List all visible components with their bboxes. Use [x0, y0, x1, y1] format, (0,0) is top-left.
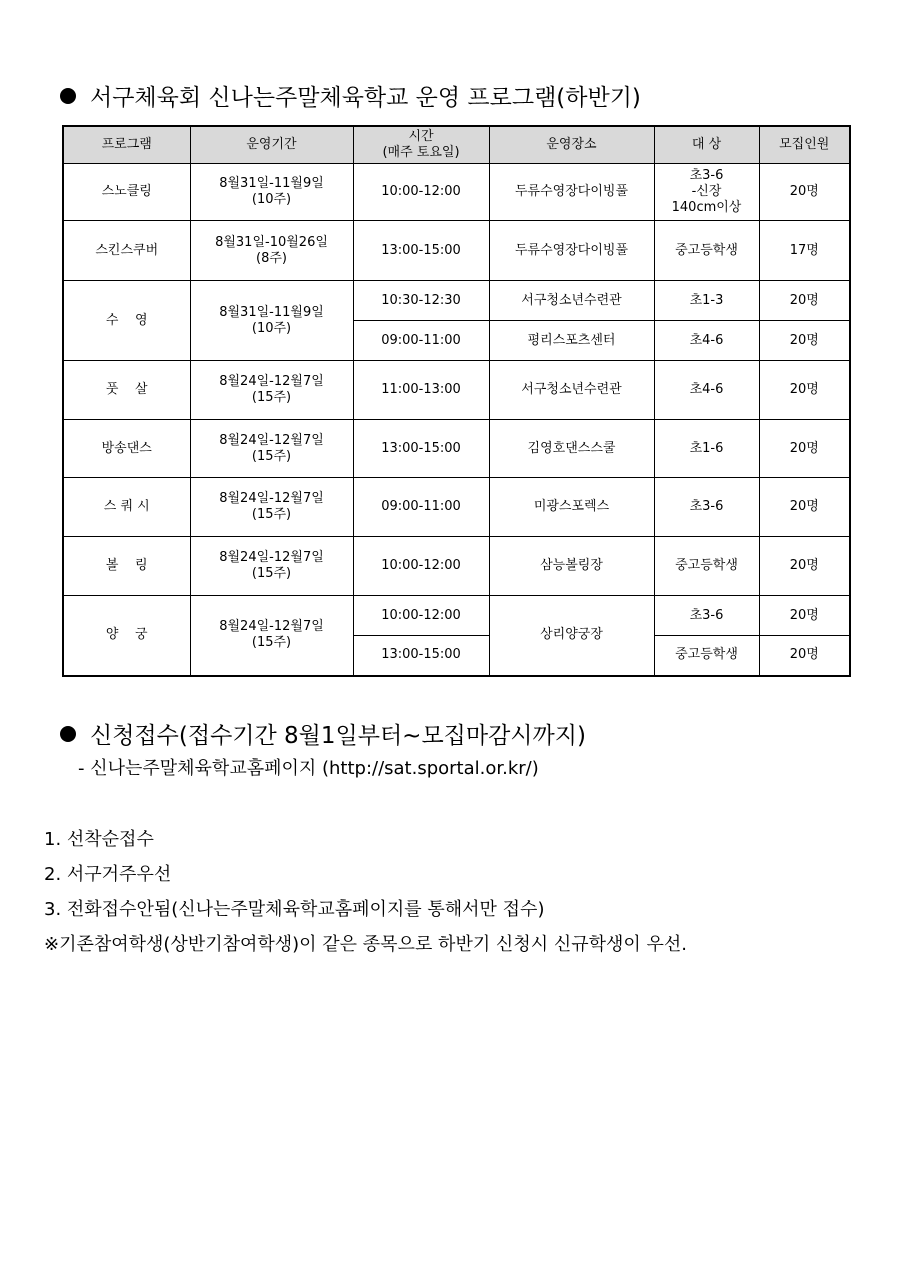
period-dates: 8월31일-11월9일 — [219, 304, 324, 320]
table-row-squash — [63, 478, 850, 537]
period-dates: 8월24일-12월7일 — [219, 432, 324, 448]
cell-capacity: 20명 — [759, 281, 850, 321]
table-row-scuba — [63, 221, 850, 281]
period-weeks: (10주) — [251, 320, 292, 336]
page-title-text: 서구체육회 신나는주말체육학교 운영 프로그램(하반기) — [90, 85, 641, 111]
cell-time: 10:00-12:00 — [353, 164, 489, 221]
cell-program: 스노클링 — [63, 164, 190, 221]
cell-capacity: 17명 — [759, 221, 850, 281]
cell-capacity: 20명 — [759, 537, 850, 596]
cell-program: 풋 살 — [63, 361, 190, 420]
period-weeks: (8주) — [256, 250, 287, 266]
target-line: 초3-6 — [689, 168, 724, 183]
cell-place: 삼능볼링장 — [489, 537, 654, 596]
period-dates: 8월24일-12월7일 — [219, 550, 324, 565]
homepage-line: - 신나는주말체육학교홈페이지 (http://sat.sportal.or.kr/) — [78, 758, 539, 779]
cell-program: 볼 링 — [63, 537, 190, 596]
cell-period — [190, 361, 353, 420]
cell-place: 두류수영장다이빙풀 — [489, 221, 654, 281]
cell-target: 초1-3 — [654, 281, 759, 321]
cell-target: 중고등학생 — [654, 221, 759, 281]
table-row-swim — [63, 281, 850, 321]
cell-time: 10:00-12:00 — [353, 537, 489, 596]
header-place: 운영장소 — [489, 126, 654, 164]
cell-capacity: 20명 — [759, 164, 850, 221]
application-heading-text: 신청접수(접수기간 8월1일부터~모집마감시까지) — [90, 723, 586, 749]
cell-program: 수 영 — [63, 281, 190, 361]
cell-capacity: 20명 — [759, 478, 850, 537]
cell-period — [190, 281, 353, 361]
cell-period — [190, 164, 353, 221]
cell-program: 양 궁 — [63, 596, 190, 676]
cell-capacity: 20명 — [759, 361, 850, 420]
cell-capacity: 20명 — [759, 420, 850, 478]
target-line: 140cm이상 — [671, 200, 742, 215]
cell-capacity: 20명 — [759, 596, 850, 636]
page-title — [60, 84, 641, 112]
period-weeks: (15주) — [251, 635, 292, 651]
header-time-line2: (매주 토요일) — [382, 145, 460, 160]
rule-item: 1. 선착순접수 — [44, 829, 154, 850]
cell-target: 중고등학생 — [654, 636, 759, 676]
cell-period — [190, 221, 353, 281]
cell-time: 11:00-13:00 — [353, 361, 489, 420]
rule-item: 2. 서구거주우선 — [44, 864, 172, 885]
cell-target: 중고등학생 — [654, 537, 759, 596]
cell-target: 초4-6 — [654, 361, 759, 420]
period-dates: 8월31일-11월9일 — [219, 176, 324, 191]
table-row-snorkel — [63, 164, 850, 221]
cell-time: 10:30-12:30 — [353, 281, 489, 321]
table-row-archery — [63, 596, 850, 636]
application-heading — [60, 722, 586, 750]
cell-target: 초4-6 — [654, 321, 759, 361]
period-dates: 8월24일-12월7일 — [219, 619, 324, 635]
header-capacity: 모집인원 — [759, 126, 850, 164]
cell-period — [190, 596, 353, 676]
table-row-dance — [63, 420, 850, 478]
period-weeks: (15주) — [251, 566, 292, 581]
cell-program: 방송댄스 — [63, 420, 190, 478]
cell-place: 상리양궁장 — [489, 596, 654, 676]
cell-time: 09:00-11:00 — [353, 321, 489, 361]
table-header-row — [63, 126, 850, 164]
header-time — [353, 126, 489, 164]
cell-period — [190, 478, 353, 537]
cell-target: 초3-6 — [654, 596, 759, 636]
cell-program: 스킨스쿠버 — [63, 221, 190, 281]
header-time-line1: 시간 — [408, 129, 434, 144]
table-row-futsal — [63, 361, 850, 420]
table-row-bowling — [63, 537, 850, 596]
cell-time: 13:00-15:00 — [353, 420, 489, 478]
cell-period — [190, 537, 353, 596]
cell-time: 10:00-12:00 — [353, 596, 489, 636]
cell-target: 초3-6 — [654, 478, 759, 537]
header-target: 대 상 — [654, 126, 759, 164]
header-program: 프로그램 — [63, 126, 190, 164]
cell-place: 김영호댄스스쿨 — [489, 420, 654, 478]
cell-place: 서구청소년수련관 — [489, 361, 654, 420]
cell-place: 서구청소년수련관 — [489, 281, 654, 321]
cell-capacity: 20명 — [759, 636, 850, 676]
cell-capacity: 20명 — [759, 321, 850, 361]
cell-period — [190, 420, 353, 478]
bullet-icon — [60, 726, 76, 742]
cell-target: 초1-6 — [654, 420, 759, 478]
cell-place: 두류수영장다이빙풀 — [489, 164, 654, 221]
cell-time: 09:00-11:00 — [353, 478, 489, 537]
header-period: 운영기간 — [190, 126, 353, 164]
period-weeks: (15주) — [251, 507, 292, 522]
period-weeks: (10주) — [251, 192, 292, 207]
program-table — [62, 125, 851, 677]
rules-list — [44, 822, 687, 962]
bullet-icon — [60, 88, 76, 104]
target-line: -신장 — [691, 184, 722, 199]
period-weeks: (15주) — [251, 448, 292, 464]
period-weeks: (15주) — [251, 390, 292, 405]
rule-note: ※기존참여학생(상반기참여학생)이 같은 종목으로 하반기 신청시 신규학생이 우선. — [44, 934, 687, 955]
cell-place: 평리스포츠센터 — [489, 321, 654, 361]
cell-program: 스 쿼 시 — [63, 478, 190, 537]
period-dates: 8월31일-10월26일 — [215, 234, 328, 250]
cell-time: 13:00-15:00 — [353, 636, 489, 676]
rule-item: 3. 전화접수안됨(신나는주말체육학교홈페이지를 통해서만 접수) — [44, 899, 545, 920]
cell-place: 미광스포렉스 — [489, 478, 654, 537]
cell-time: 13:00-15:00 — [353, 221, 489, 281]
period-dates: 8월24일-12월7일 — [219, 491, 324, 506]
cell-target — [654, 164, 759, 221]
period-dates: 8월24일-12월7일 — [219, 374, 324, 389]
